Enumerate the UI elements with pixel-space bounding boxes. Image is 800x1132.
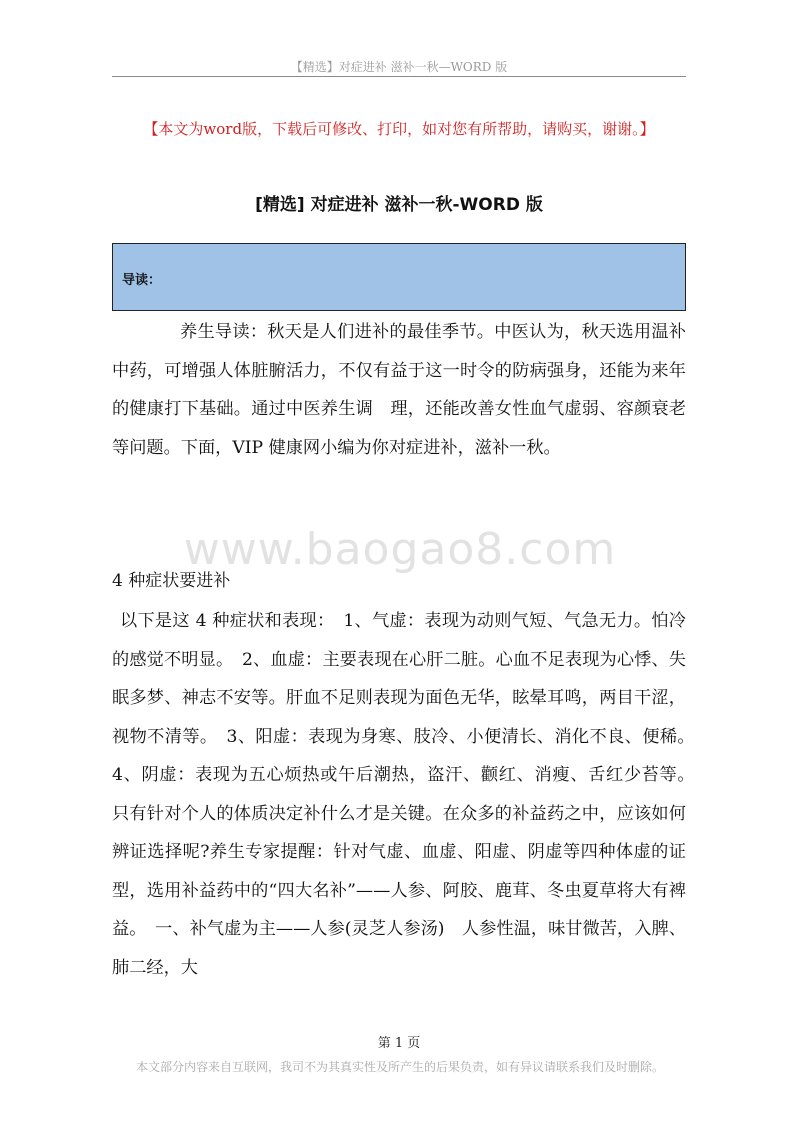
document-title: [精选] 对症进补 滋补一秋-WORD 版 [255, 195, 543, 215]
section-paragraph: 以下是这 4 种症状和表现： 1、气虚：表现为动则气短、气急无力。怕冷的感觉不明显。 2、血虚：主要表现在心肝二脏。心血不足表现为心悸、失眠多梦、神志不安等。肝血不足则表现为面色无华，眩晕耳鸣，两目干涩，视物不清等。 3、阳虚：表现为身寒、肢冷、小便清长、消化不良、便稀。 4、阴虚：表现为五心烦热或午后潮热，盗汗、颧红、消瘦、舌红少苔等。 只有针对个人的体质决定补什么才是关键。在众多的补益药之中，应该如何辨证选择呢?养生专家提醒：针对气虚、血虚、阳虚、阴虚等四种体虚的证型，选用补益药中的“四大名补”——人参、阿胶、鹿茸、冬虫夏草将大有裨益。 一、补气虚为主——人参(灵芝人参汤) 人参性温，味甘微苦，入脾、肺二经，大 [112, 611, 704, 978]
intro-paragraph: 养生导读：秋天是人们进补的最佳季节。中医认为，秋天选用温补中药，可增强人体脏腑活力，不仅有益于这一时令的防病强身，还能为来年的健康打下基础。通过中医养生调 理，还能改善女性血气虚弱、容颜衰老等问题。下面，VIP 健康网小编为你对症进补，滋补一秋。 [112, 322, 686, 458]
guide-box [112, 243, 686, 311]
section-heading: 4 种症状要进补 [112, 571, 231, 591]
guide-label: 导读： [122, 273, 162, 288]
purchase-notice: 【本文为word版，下载后可修改、打印，如对您有所帮助，请购买，谢谢。】 [143, 120, 655, 138]
page-number: 第 1 页 [377, 1036, 421, 1051]
watermark: www.baogao8.com [183, 524, 617, 575]
footer-disclaimer: 本文部分内容来自互联网，我司不为其真实性及所产生的后果负责，如有异议请联系我们及时删除。 [135, 1060, 664, 1074]
header-divider [112, 76, 686, 77]
page-header: 【精选】对症进补 滋补一秋—WORD 版 [290, 60, 508, 74]
